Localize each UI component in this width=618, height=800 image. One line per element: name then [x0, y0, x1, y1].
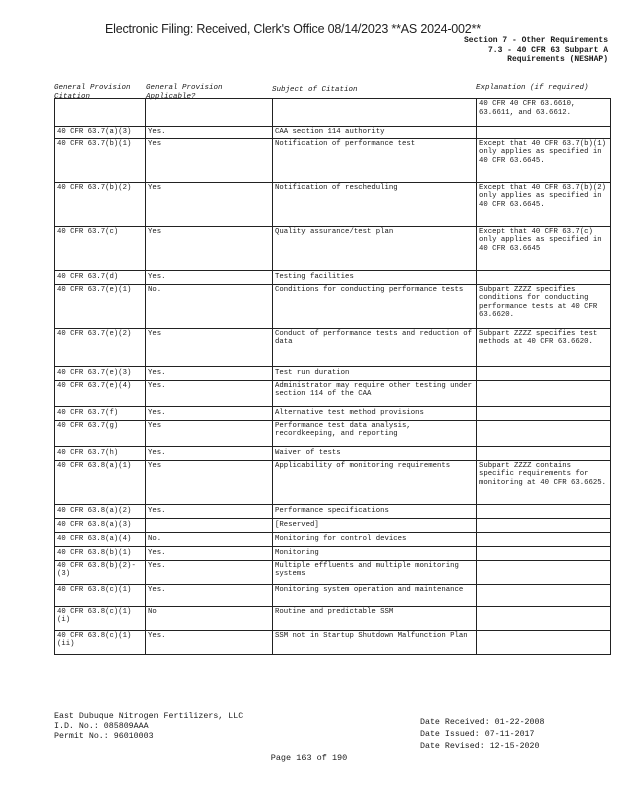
applicable-cell: Yes: [146, 460, 273, 504]
citation-cell: 40 CFR 63.8(b)(1): [55, 546, 146, 560]
explanation-cell: [477, 630, 611, 654]
applicable-cell: Yes.: [146, 560, 273, 584]
explanation-cell: [477, 270, 611, 284]
table-row: [55, 446, 611, 460]
applicable-cell: Yes.: [146, 630, 273, 654]
explanation-cell: Subpart ZZZZ specifies test methods at 40 CFR 63.6620.: [477, 328, 611, 366]
subject-cell: Waiver of tests: [273, 446, 477, 460]
explanation-cell: 40 CFR 40 CFR 63.6610, 63.6611, and 63.6612.: [477, 99, 611, 127]
citation-cell: 40 CFR 63.7(b)(2): [55, 182, 146, 226]
applicable-cell: Yes.: [146, 546, 273, 560]
explanation-cell: [477, 380, 611, 406]
table-row: [55, 182, 611, 226]
citation-cell: 40 CFR 63.8(a)(2): [55, 504, 146, 518]
citation-cell: 40 CFR 63.8(a)(1): [55, 460, 146, 504]
section-title: Section 7 - Other Requirements: [463, 36, 608, 45]
citation-cell: 40 CFR 63.7(a)(3): [55, 127, 146, 139]
subject-cell: CAA section 114 authority: [273, 127, 477, 139]
applicable-cell: [146, 518, 273, 532]
date-revised: Date Revised: 12-15-2020: [420, 742, 540, 751]
subject-cell: SSM not in Startup Shutdown Malfunction Plan: [273, 630, 477, 654]
applicable-cell: Yes: [146, 182, 273, 226]
column-header-subject: Subject of Citation: [272, 86, 358, 94]
explanation-cell: [477, 366, 611, 380]
table-row: [55, 546, 611, 560]
table-row: [55, 518, 611, 532]
citation-cell: 40 CFR 63.7(e)(1): [55, 284, 146, 328]
footer-company-block: [54, 712, 243, 742]
section-subtitle-2: Requirements (NESHAP): [507, 55, 608, 64]
citation-cell: 40 CFR 63.7(g): [55, 420, 146, 446]
date-received: Date Received: 01-22-2008: [420, 718, 545, 727]
table-row: [55, 328, 611, 366]
table-row: [55, 270, 611, 284]
subject-cell: Conditions for conducting performance tests: [273, 284, 477, 328]
citation-cell: 40 CFR 63.8(a)(3): [55, 518, 146, 532]
citation-cell: 40 CFR 63.8(b)(2)-(3): [55, 560, 146, 584]
subject-cell: Performance test data analysis, recordkeeping, and reporting: [273, 420, 477, 446]
subject-cell: Administrator may require other testing under section 114 of the CAA: [273, 380, 477, 406]
citation-cell: 40 CFR 63.7(d): [55, 270, 146, 284]
applicable-cell: Yes.: [146, 366, 273, 380]
company-name: East Dubuque Nitrogen Fertilizers, LLC: [54, 712, 244, 721]
footer-dates-block: [420, 717, 544, 753]
date-issued: Date Issued: 07-11-2017: [420, 730, 535, 739]
table-row: [55, 284, 611, 328]
explanation-cell: [477, 560, 611, 584]
subject-cell: Monitoring system operation and maintenance: [273, 584, 477, 606]
table-row: [55, 560, 611, 584]
citation-cell: 40 CFR 63.7(c): [55, 226, 146, 270]
applicable-cell: Yes.: [146, 504, 273, 518]
column-header-citation: General Provision Citation: [54, 84, 131, 101]
citation-cell: 40 CFR 63.8(a)(4): [55, 532, 146, 546]
explanation-cell: Subpart ZZZZ specifies conditions for conducting performance tests at 40 CFR 63.6620.: [477, 284, 611, 328]
citation-cell: 40 CFR 63.7(e)(4): [55, 380, 146, 406]
explanation-cell: [477, 406, 611, 420]
explanation-cell: [477, 446, 611, 460]
subject-cell: [Reserved]: [273, 518, 477, 532]
table-row: [55, 99, 611, 127]
citation-cell: 40 CFR 63.8(c)(1)(ii): [55, 630, 146, 654]
explanation-cell: Except that 40 CFR 63.7(b)(2) only applies as specified in 40 CFR 63.6645.: [477, 182, 611, 226]
section-header: [464, 36, 608, 65]
applicable-cell: No.: [146, 532, 273, 546]
explanation-cell: Except that 40 CFR 63.7(b)(1) only applies as specified in 40 CFR 63.6645.: [477, 138, 611, 182]
subject-cell: Multiple effluents and multiple monitoring systems: [273, 560, 477, 584]
subject-cell: Routine and predictable SSM: [273, 606, 477, 630]
subject-cell: Alternative test method provisions: [273, 406, 477, 420]
table-row: [55, 606, 611, 630]
applicable-cell: Yes: [146, 226, 273, 270]
applicable-cell: Yes.: [146, 127, 273, 139]
permit-number: Permit No.: 96010003: [54, 732, 154, 741]
explanation-cell: [477, 606, 611, 630]
citation-cell: 40 CFR 63.7(h): [55, 446, 146, 460]
table-row: [55, 584, 611, 606]
explanation-cell: Subpart ZZZZ contains specific requirements for monitoring at 40 CFR 63.6625.: [477, 460, 611, 504]
table-row: [55, 366, 611, 380]
explanation-cell: [477, 584, 611, 606]
applicable-cell: No: [146, 606, 273, 630]
filing-banner: Electronic Filing: Received, Clerk's Office 08/14/2023 **AS 2024-002**: [105, 22, 481, 36]
explanation-cell: [477, 127, 611, 139]
explanation-cell: [477, 532, 611, 546]
page-number: Page 163 of 190: [270, 753, 348, 763]
table-row: [55, 138, 611, 182]
applicable-cell: Yes: [146, 328, 273, 366]
table-row: [55, 420, 611, 446]
subject-cell: Test run duration: [273, 366, 477, 380]
applicable-cell: Yes: [146, 420, 273, 446]
subject-cell: Applicability of monitoring requirements: [273, 460, 477, 504]
subject-cell: Performance specifications: [273, 504, 477, 518]
citation-cell: 40 CFR 63.7(b)(1): [55, 138, 146, 182]
explanation-cell: Except that 40 CFR 63.7(c) only applies as specified in 40 CFR 63.6645: [477, 226, 611, 270]
explanation-cell: [477, 420, 611, 446]
citation-cell: 40 CFR 63.7(e)(3): [55, 366, 146, 380]
citation-cell: 40 CFR 63.8(c)(1): [55, 584, 146, 606]
subject-cell: Notification of performance test: [273, 138, 477, 182]
citation-cell: 40 CFR 63.7(f): [55, 406, 146, 420]
applicable-cell: Yes.: [146, 584, 273, 606]
applicable-cell: Yes.: [146, 406, 273, 420]
table-row: [55, 226, 611, 270]
citation-cell: [55, 99, 146, 127]
subject-cell: Quality assurance/test plan: [273, 226, 477, 270]
table-row: [55, 460, 611, 504]
subject-cell: [273, 99, 477, 127]
table-row: [55, 532, 611, 546]
applicable-cell: [146, 99, 273, 127]
requirements-table: [54, 98, 611, 655]
id-number: I.D. No.: 085809AAA: [54, 722, 149, 731]
applicable-cell: Yes: [146, 138, 273, 182]
applicable-cell: Yes.: [146, 380, 273, 406]
section-subtitle: 7.3 - 40 CFR 63 Subpart A: [487, 45, 608, 55]
column-header-applicable: General Provision Applicable?: [146, 84, 223, 101]
explanation-cell: [477, 518, 611, 532]
subject-cell: Notification of rescheduling: [273, 182, 477, 226]
explanation-cell: [477, 546, 611, 560]
subject-cell: Testing facilities: [273, 270, 477, 284]
column-header-explanation: Explanation (if required): [476, 84, 589, 92]
table-row: [55, 380, 611, 406]
table-row: [55, 127, 611, 139]
applicable-cell: No.: [146, 284, 273, 328]
table-row: [55, 406, 611, 420]
explanation-cell: [477, 504, 611, 518]
subject-cell: Monitoring for control devices: [273, 532, 477, 546]
table-row: [55, 504, 611, 518]
citation-cell: 40 CFR 63.7(e)(2): [55, 328, 146, 366]
citation-cell: 40 CFR 63.8(c)(1)(i): [55, 606, 146, 630]
table-row: [55, 630, 611, 654]
applicable-cell: Yes.: [146, 270, 273, 284]
subject-cell: Monitoring: [273, 546, 477, 560]
applicable-cell: Yes.: [146, 446, 273, 460]
subject-cell: Conduct of performance tests and reduction of data: [273, 328, 477, 366]
